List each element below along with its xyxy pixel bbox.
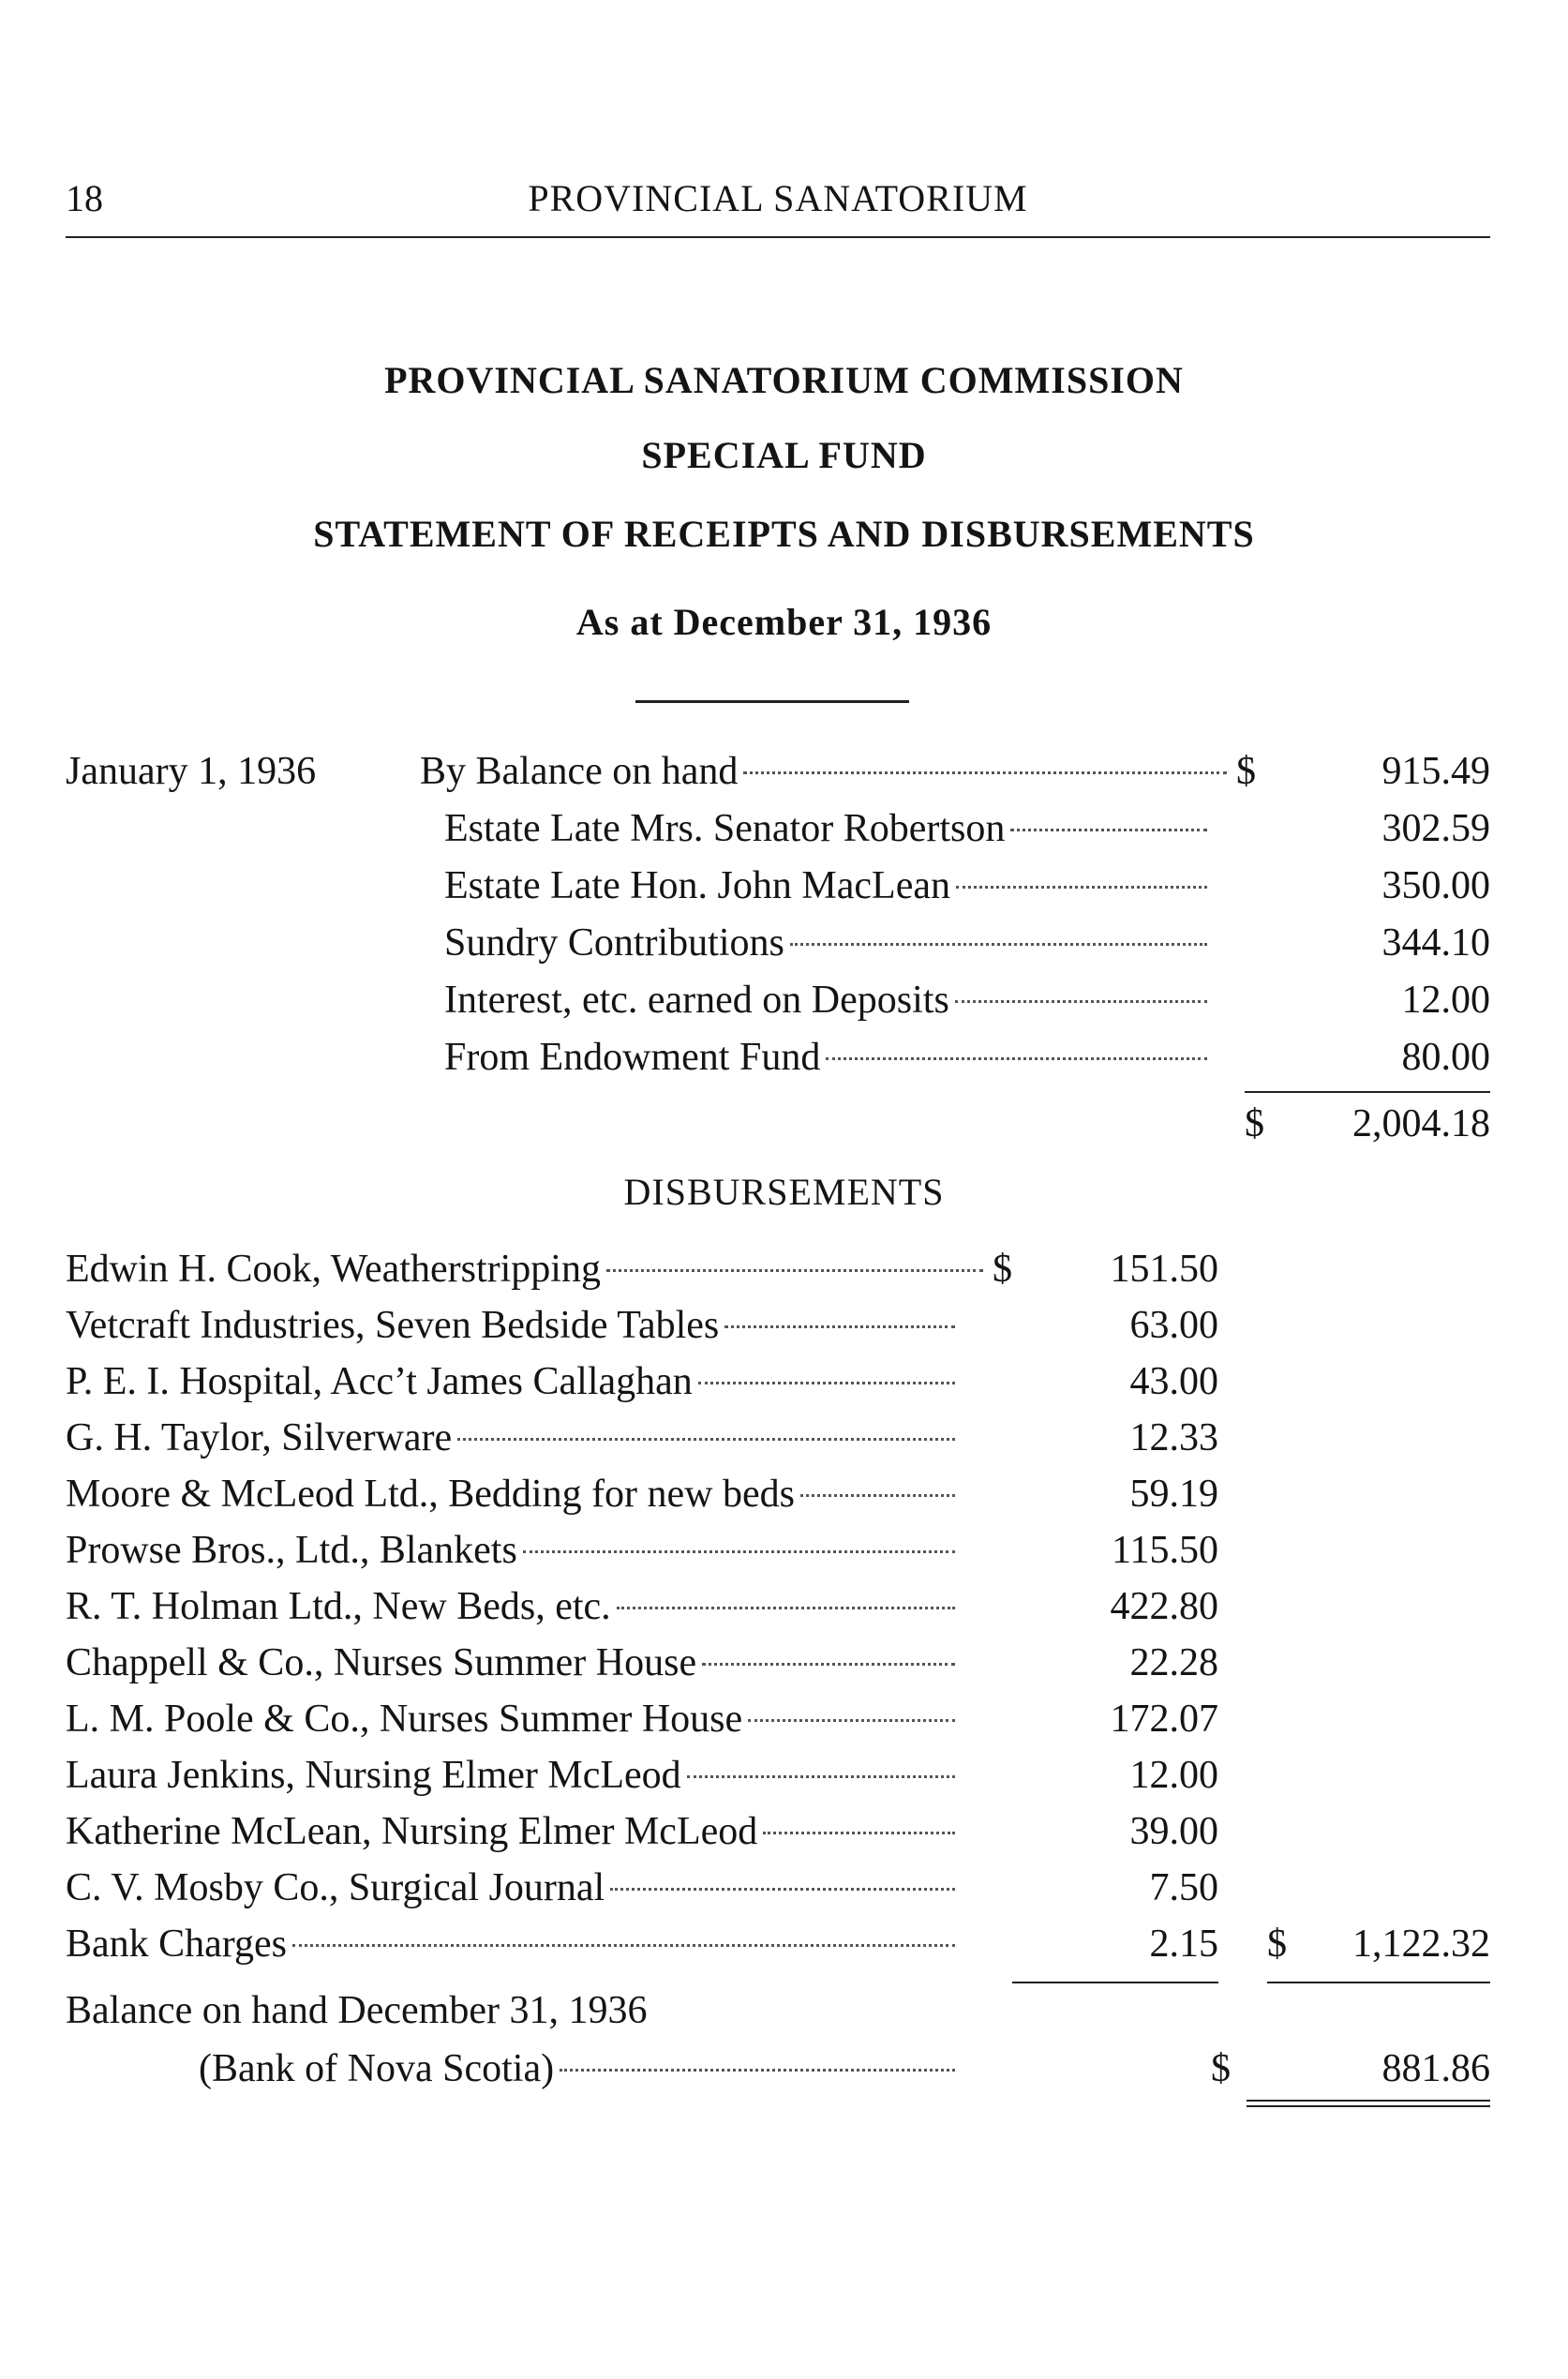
disbursement-label: Laura Jenkins, Nursing Elmer McLeod	[66, 1754, 681, 1797]
leader-dots	[763, 1832, 955, 1834]
leader-dots	[560, 2069, 955, 2072]
disbursement-row	[66, 1750, 961, 1801]
leader-dots	[790, 943, 1207, 946]
receipt-amount: 350.00	[1381, 864, 1490, 907]
disbursements-rule	[1012, 1982, 1218, 1983]
leader-dots	[292, 1944, 955, 1947]
receipt-label: From Endowment Fund	[444, 1036, 821, 1079]
disbursement-label: P. E. I. Hospital, Acc’t James Callaghan	[66, 1360, 693, 1403]
disbursement-amount: 59.19	[1129, 1473, 1218, 1516]
closing-amount: 881.86	[1381, 2047, 1490, 2090]
leader-dots	[523, 1550, 955, 1553]
commission-title: PROVINCIAL SANATORIUM COMMISSION	[384, 359, 1184, 401]
disbursement-label: Chappell & Co., Nurses Summer House	[66, 1641, 697, 1684]
disbursement-row	[66, 1581, 961, 1632]
receipt-row	[444, 918, 1213, 968]
receipt-amount: 12.00	[1401, 979, 1490, 1022]
receipt-row	[444, 1032, 1213, 1083]
disbursement-label: Vetcraft Industries, Seven Bedside Tables	[66, 1304, 720, 1347]
leader-dots	[826, 1057, 1207, 1060]
fund-title: SPECIAL FUND	[641, 434, 927, 476]
running-title: PROVINCIAL SANATORIUM	[528, 177, 1028, 219]
disbursement-row	[66, 1863, 961, 1913]
disbursements-total: 1,122.32	[1352, 1923, 1490, 1966]
disbursement-row	[66, 1694, 961, 1744]
disbursement-amount: 22.28	[1129, 1641, 1218, 1684]
leader-dots	[800, 1494, 955, 1497]
leader-dots	[702, 1663, 955, 1666]
leader-dots	[687, 1775, 955, 1778]
disbursement-amount: 172.07	[1110, 1698, 1218, 1741]
receipt-amount: 80.00	[1401, 1036, 1490, 1079]
leader-dots	[457, 1438, 955, 1441]
disbursement-label: Moore & McLeod Ltd., Bedding for new beds	[66, 1473, 796, 1516]
disbursement-row	[66, 1300, 961, 1351]
receipt-row	[444, 975, 1213, 1025]
disbursement-label: Prowse Bros., Ltd., Blankets	[66, 1529, 517, 1572]
disbursement-row	[66, 1806, 961, 1857]
leader-dots	[955, 1000, 1207, 1003]
disbursement-row	[66, 1356, 961, 1407]
closing-balance-label: Balance on hand December 31, 1936	[66, 1989, 648, 2032]
page-number: 18	[66, 177, 103, 219]
receipt-dollar-sign: $	[1236, 750, 1256, 793]
leader-dots	[724, 1325, 955, 1328]
receipt-row	[444, 803, 1213, 854]
leader-dots	[743, 771, 1227, 774]
disbursements-total-dollar: $	[1267, 1923, 1287, 1966]
receipts-subtotal-rule	[1245, 1091, 1490, 1093]
disbursement-row	[66, 1413, 961, 1463]
receipt-amount: 915.49	[1381, 750, 1490, 793]
receipt-label: Interest, etc. earned on Deposits	[444, 979, 949, 1022]
receipt-label: By Balance on hand	[420, 750, 739, 793]
disbursement-row	[66, 1469, 961, 1519]
disbursement-amount: 2.15	[1149, 1923, 1218, 1966]
disbursement-amount: 115.50	[1112, 1529, 1218, 1572]
disbursement-amount: 63.00	[1129, 1304, 1218, 1347]
closing-dollar: $	[1211, 2047, 1231, 2090]
disbursement-amount: 7.50	[1149, 1866, 1218, 1909]
leader-dots	[606, 1269, 983, 1272]
disbursement-amount: 43.00	[1129, 1360, 1218, 1403]
receipts-date: January 1, 1936	[66, 750, 317, 793]
disbursement-dollar-sign: $	[993, 1248, 1012, 1291]
leader-dots	[1010, 829, 1207, 831]
disbursement-amount: 151.50	[1110, 1248, 1218, 1291]
receipt-label: Sundry Contributions	[444, 921, 784, 965]
disbursement-label: Edwin H. Cook, Weatherstripping	[66, 1248, 601, 1291]
receipt-amount: 302.59	[1381, 807, 1490, 850]
header-rule	[66, 236, 1490, 238]
title-rule	[635, 700, 909, 703]
disbursement-label: Bank Charges	[66, 1923, 288, 1966]
disbursement-row	[66, 1919, 961, 1969]
disbursement-label: L. M. Poole & Co., Nurses Summer House	[66, 1698, 743, 1741]
receipt-row	[444, 860, 1213, 911]
running-head	[66, 176, 1490, 227]
double-rule	[1247, 2100, 1490, 2107]
closing-bank-row	[199, 2043, 961, 2094]
receipt-amount: 344.10	[1381, 921, 1490, 965]
receipt-label: Estate Late Mrs. Senator Robertson	[444, 807, 1006, 850]
disbursement-row	[66, 1638, 961, 1688]
disbursement-row	[66, 1244, 1012, 1294]
disbursement-amount: 12.33	[1129, 1416, 1218, 1459]
disbursement-label: G. H. Taylor, Silverware	[66, 1416, 453, 1459]
disbursement-amount: 422.80	[1110, 1585, 1218, 1628]
disbursement-amount: 39.00	[1129, 1810, 1218, 1853]
disbursement-label: C. V. Mosby Co., Surgical Journal	[66, 1866, 605, 1909]
leader-dots	[956, 886, 1207, 889]
leader-dots	[698, 1382, 955, 1384]
disbursements-total-rule	[1267, 1982, 1490, 1983]
leader-dots	[748, 1719, 955, 1722]
leader-dots	[617, 1607, 955, 1609]
statement-date: As at December 31, 1936	[575, 601, 993, 643]
receipts-total: 2,004.18	[1352, 1102, 1490, 1145]
disbursements-title: DISBURSEMENTS	[623, 1171, 945, 1213]
disbursement-row	[66, 1525, 961, 1576]
statement-title: STATEMENT OF RECEIPTS AND DISBURSEMENTS	[313, 513, 1255, 555]
disbursement-label: R. T. Holman Ltd., New Beds, etc.	[66, 1585, 611, 1628]
receipt-label: Estate Late Hon. John MacLean	[444, 864, 950, 907]
closing-bank-label: (Bank of Nova Scotia)	[199, 2047, 555, 2090]
disbursement-label: Katherine McLean, Nursing Elmer McLeod	[66, 1810, 758, 1853]
disbursement-amount: 12.00	[1129, 1754, 1218, 1797]
receipts-total-dollar: $	[1245, 1102, 1264, 1145]
receipt-row	[420, 746, 1256, 797]
leader-dots	[610, 1888, 955, 1891]
